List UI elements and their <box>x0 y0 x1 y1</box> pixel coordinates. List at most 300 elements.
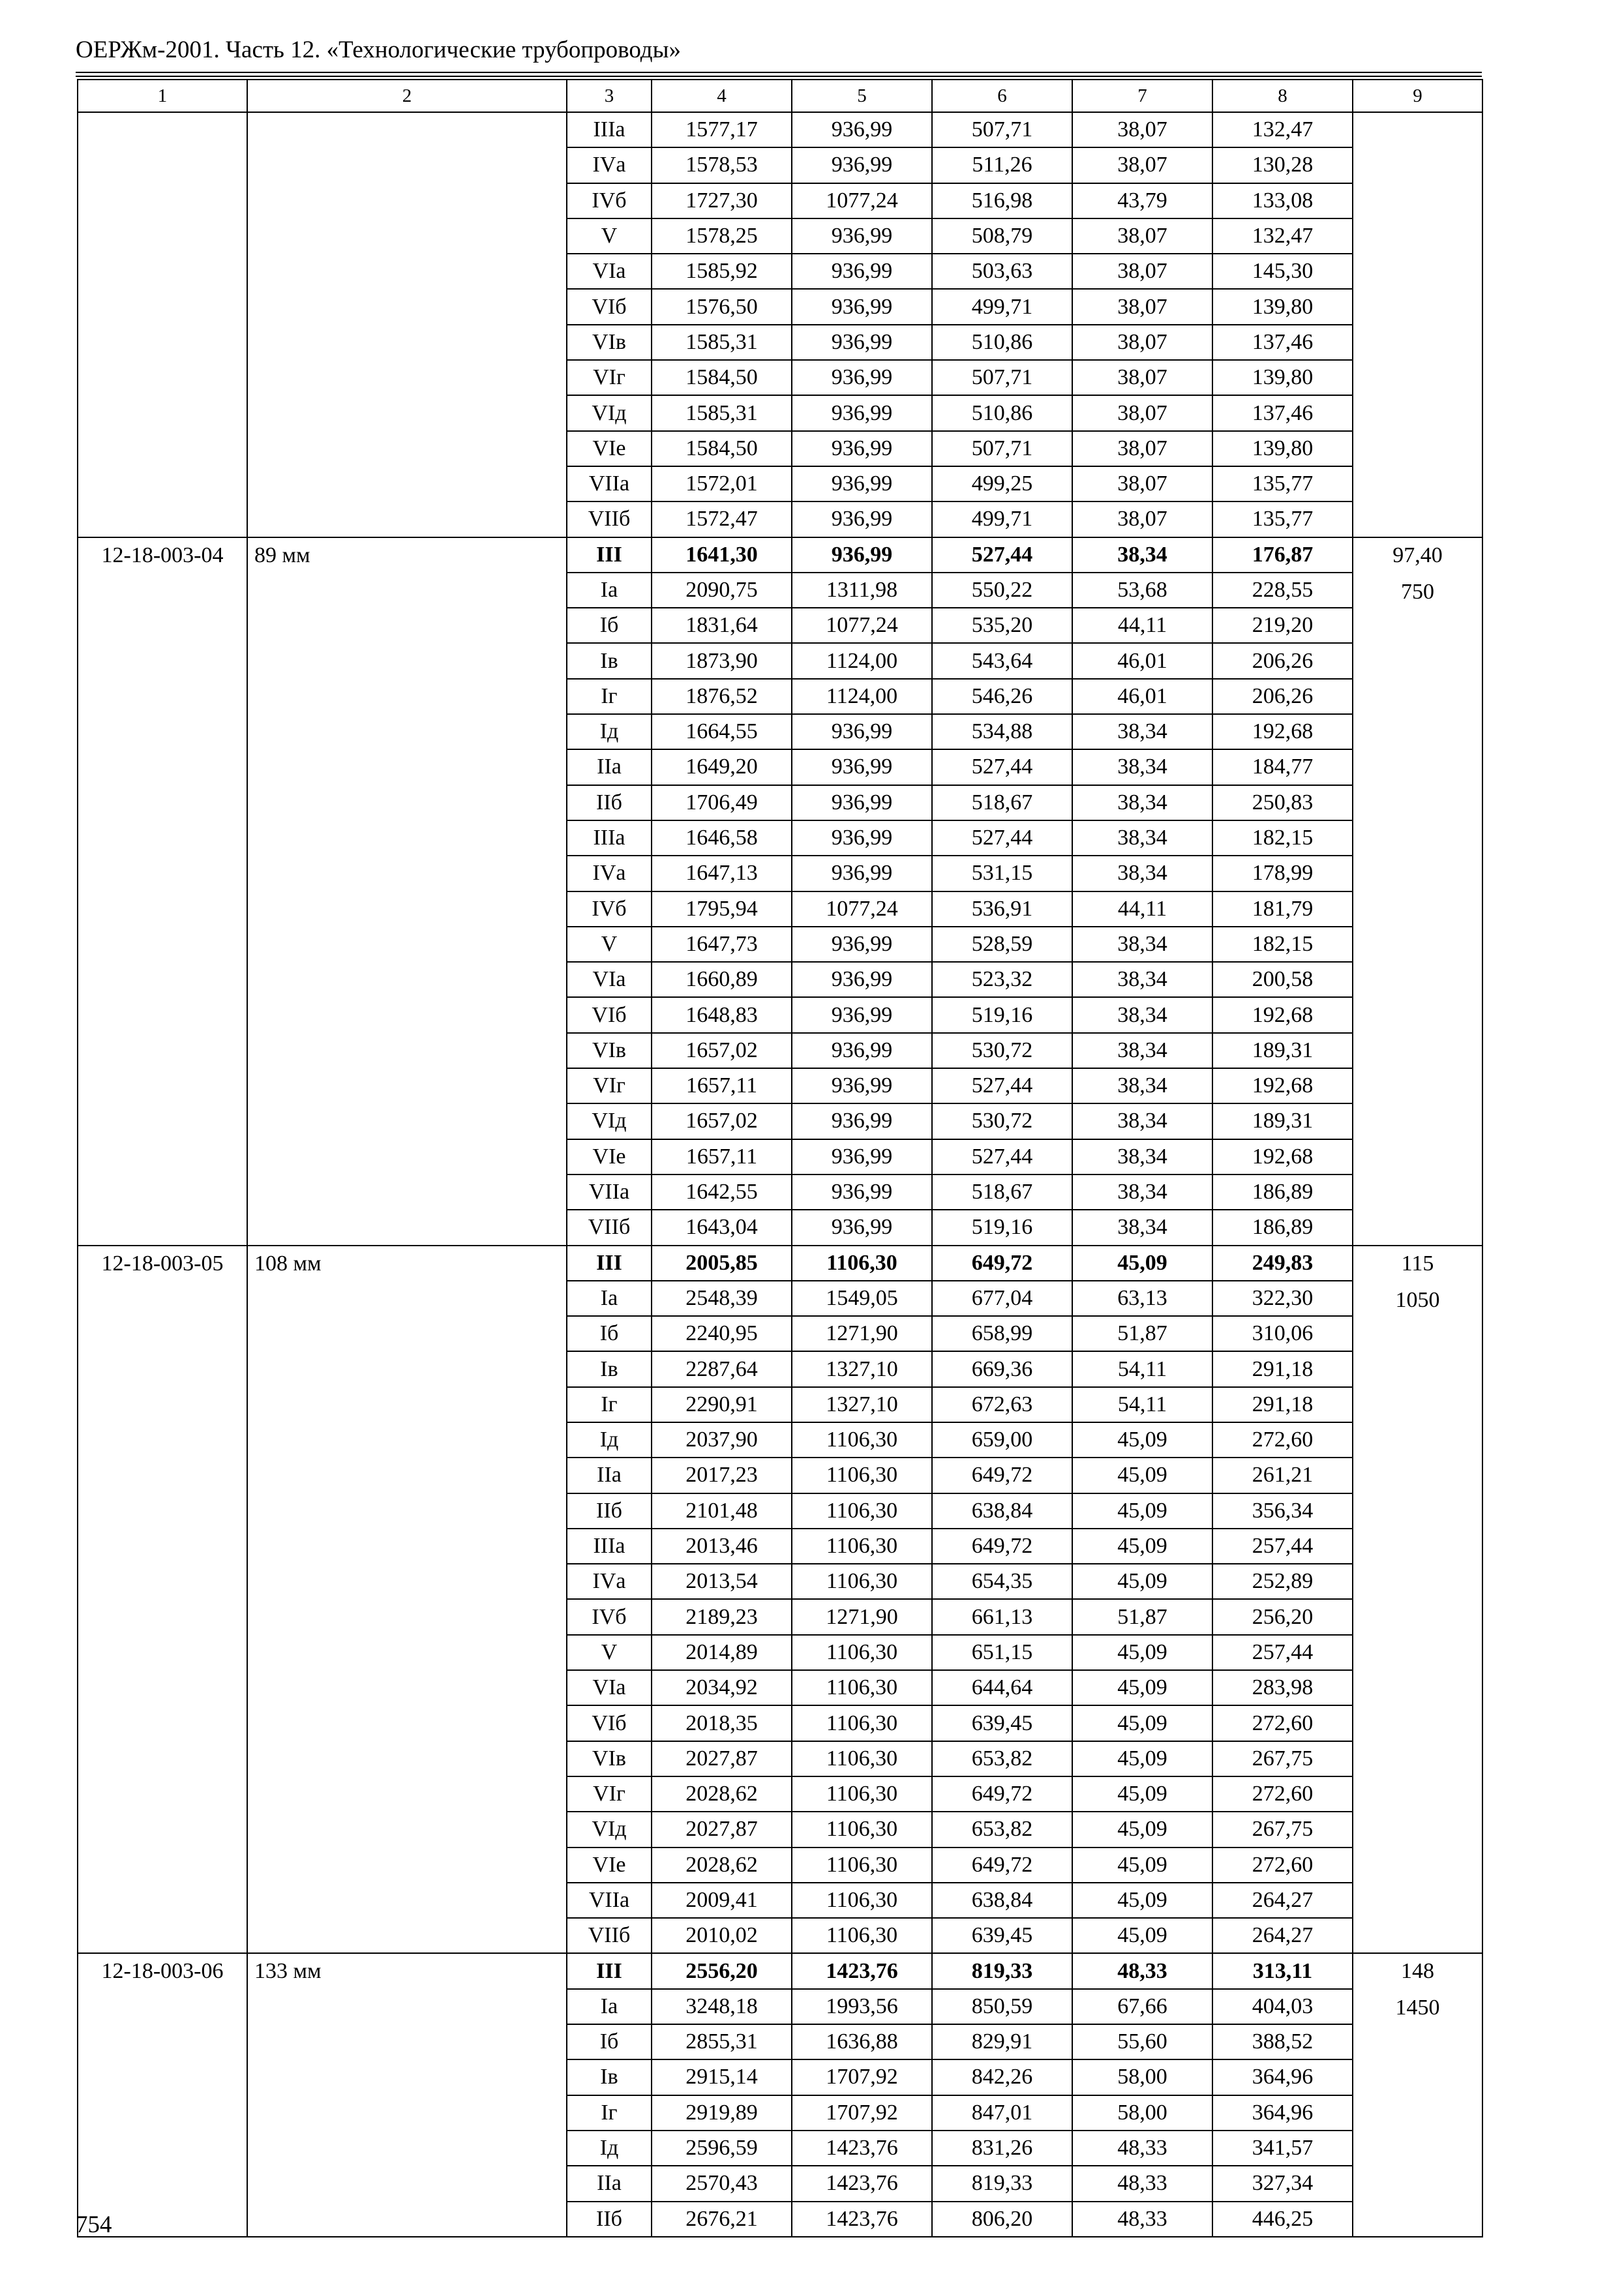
table-cell: Iа <box>567 1989 652 2024</box>
table-cell: 67,66 <box>1072 1989 1212 2024</box>
table-cell: IIIа <box>567 1529 652 1564</box>
table-cell: 1271,90 <box>792 1316 932 1351</box>
table-cell: 503,63 <box>932 254 1072 289</box>
table-cell: VIд <box>567 395 652 430</box>
table-cell: 936,99 <box>792 856 932 891</box>
table-cell: 178,99 <box>1212 856 1353 891</box>
table-cell: 1707,92 <box>792 2095 932 2131</box>
table-cell: VIIб <box>567 1210 652 1245</box>
table-cell: IIб <box>567 785 652 820</box>
running-header: ОЕРЖм-2001. Часть 12. «Технологические трубопроводы» <box>76 37 681 63</box>
table-cell: 661,13 <box>932 1599 1072 1634</box>
table-cell: 1657,11 <box>652 1068 792 1103</box>
table-cell: 2027,87 <box>652 1741 792 1776</box>
table-cell: 145,30 <box>1212 254 1353 289</box>
table-cell: 38,34 <box>1072 1103 1212 1139</box>
table-cell: 135,77 <box>1212 466 1353 501</box>
table-cell: 936,99 <box>792 395 932 430</box>
table-cell: 264,27 <box>1212 1883 1353 1918</box>
table-cell: 1572,47 <box>652 501 792 537</box>
table-cell: IIб <box>567 1493 652 1529</box>
table-cell: 638,84 <box>932 1493 1072 1529</box>
table-cell: 1077,24 <box>792 608 932 643</box>
table-cell: 649,72 <box>932 1458 1072 1493</box>
table-cell: 543,64 <box>932 643 1072 678</box>
table-cell: 132,47 <box>1212 218 1353 254</box>
table-cell: 1572,01 <box>652 466 792 501</box>
table-cell: IIа <box>567 1458 652 1493</box>
table-cell: 1643,04 <box>652 1210 792 1245</box>
table-cell: IVа <box>567 856 652 891</box>
table-cell: 1585,31 <box>652 395 792 430</box>
table-cell: 1423,76 <box>792 2202 932 2237</box>
table-cell: 518,67 <box>932 785 1072 820</box>
table-cell: 2915,14 <box>652 2059 792 2095</box>
table-cell: 327,34 <box>1212 2166 1353 2201</box>
table-cell: 1647,73 <box>652 927 792 962</box>
table-cell: 2556,20 <box>652 1953 792 1988</box>
table-cell: 649,72 <box>932 1246 1072 1281</box>
table-cell: 272,60 <box>1212 1848 1353 1883</box>
table-cell: 1657,11 <box>652 1139 792 1174</box>
table-cell: IIIа <box>567 112 652 147</box>
table-cell: 1077,24 <box>792 891 932 927</box>
table-cell: 1106,30 <box>792 1635 932 1670</box>
table-cell: Iв <box>567 1351 652 1386</box>
table-cell: VIб <box>567 1705 652 1741</box>
table-cell: 936,99 <box>792 325 932 360</box>
table-cell: 527,44 <box>932 1139 1072 1174</box>
table-cell: 54,11 <box>1072 1387 1212 1422</box>
table-cell: 518,67 <box>932 1174 1072 1210</box>
table-cell: 38,07 <box>1072 289 1212 324</box>
table-cell: 38,07 <box>1072 395 1212 430</box>
column-number-cell: 8 <box>1212 80 1353 112</box>
table-cell: Iа <box>567 1281 652 1316</box>
table-cell: 48,33 <box>1072 2131 1212 2166</box>
table-cell: 1706,49 <box>652 785 792 820</box>
table-cell: 272,60 <box>1212 1422 1353 1458</box>
code-cell: 12-18-003-05 <box>78 1246 247 1954</box>
table-cell: 44,11 <box>1072 891 1212 927</box>
table-cell: 507,71 <box>932 431 1072 466</box>
table-cell: 507,71 <box>932 360 1072 395</box>
table-cell: 936,99 <box>792 1139 932 1174</box>
table-cell: 2919,89 <box>652 2095 792 2131</box>
table-cell: 1271,90 <box>792 1599 932 1634</box>
table-cell: 3248,18 <box>652 1989 792 2024</box>
table-cell: 272,60 <box>1212 1776 1353 1812</box>
table-cell: 219,20 <box>1212 608 1353 643</box>
table-cell: 936,99 <box>792 1210 932 1245</box>
table-cell: 536,91 <box>932 891 1072 927</box>
table-cell: 38,07 <box>1072 325 1212 360</box>
table-cell: 45,09 <box>1072 1458 1212 1493</box>
code-cell: 12-18-003-06 <box>78 1953 247 2236</box>
table-cell: 669,36 <box>932 1351 1072 1386</box>
table-cell: 249,83 <box>1212 1246 1353 1281</box>
table-cell: 535,20 <box>932 608 1072 643</box>
table-cell: 1831,64 <box>652 608 792 643</box>
table-cell: 364,96 <box>1212 2059 1353 2095</box>
column-number-cell: 3 <box>567 80 652 112</box>
table-cell: IVб <box>567 183 652 218</box>
table-cell: 356,34 <box>1212 1493 1353 1529</box>
table-cell: IIа <box>567 749 652 785</box>
table-row <box>78 1246 1482 1281</box>
table-cell: VIе <box>567 431 652 466</box>
col9-value-1: 148 <box>1401 1959 1434 1984</box>
table-cell: 530,72 <box>932 1033 1072 1068</box>
col9-cell <box>1353 1953 1482 2236</box>
table-cell: Iв <box>567 643 652 678</box>
table-cell: 264,27 <box>1212 1918 1353 1953</box>
table-cell: 1311,98 <box>792 573 932 608</box>
table-cell: Iб <box>567 1316 652 1351</box>
table-cell: Iв <box>567 2059 652 2095</box>
table-cell: 38,07 <box>1072 360 1212 395</box>
table-cell: 1124,00 <box>792 643 932 678</box>
table-cell: 38,07 <box>1072 218 1212 254</box>
table-cell: 176,87 <box>1212 537 1353 573</box>
table-cell: 1327,10 <box>792 1351 932 1386</box>
table-cell: 38,07 <box>1072 501 1212 537</box>
table-cell: 2013,46 <box>652 1529 792 1564</box>
table-cell: 819,33 <box>932 1953 1072 1988</box>
table-cell: 48,33 <box>1072 2202 1212 2237</box>
table-cell: 507,71 <box>932 112 1072 147</box>
table-cell: 283,98 <box>1212 1670 1353 1705</box>
table-cell: 1876,52 <box>652 679 792 714</box>
column-number-cell: 4 <box>652 80 792 112</box>
table-cell: 1636,88 <box>792 2024 932 2059</box>
table-cell: 672,63 <box>932 1387 1072 1422</box>
table-cell: 2010,02 <box>652 1918 792 1953</box>
table-cell: Iд <box>567 2131 652 2166</box>
table-cell: 291,18 <box>1212 1351 1353 1386</box>
table-cell: 936,99 <box>792 147 932 183</box>
table-cell: V <box>567 927 652 962</box>
table-cell: 322,30 <box>1212 1281 1353 1316</box>
table-cell: 936,99 <box>792 466 932 501</box>
table-cell: 38,07 <box>1072 147 1212 183</box>
table-cell: 192,68 <box>1212 1139 1353 1174</box>
table-cell: 2037,90 <box>652 1422 792 1458</box>
table-cell: 659,00 <box>932 1422 1072 1458</box>
table-cell: 1584,50 <box>652 431 792 466</box>
table-cell: 1578,25 <box>652 218 792 254</box>
table-cell: 139,80 <box>1212 360 1353 395</box>
table-cell: 51,87 <box>1072 1599 1212 1634</box>
table-cell: 189,31 <box>1212 1103 1353 1139</box>
table-cell: 1727,30 <box>652 183 792 218</box>
table-cell: VIе <box>567 1848 652 1883</box>
table-cell: 257,44 <box>1212 1635 1353 1670</box>
code-cell <box>78 112 247 537</box>
table-cell: 2676,21 <box>652 2202 792 2237</box>
table-cell: 1578,53 <box>652 147 792 183</box>
table-cell: 38,34 <box>1072 785 1212 820</box>
table-cell: 936,99 <box>792 360 932 395</box>
table-cell: 45,09 <box>1072 1529 1212 1564</box>
table-cell: 45,09 <box>1072 1635 1212 1670</box>
table-cell: 45,09 <box>1072 1493 1212 1529</box>
table-cell: 2034,92 <box>652 1670 792 1705</box>
table-cell: VIд <box>567 1812 652 1847</box>
table-cell: 1660,89 <box>652 962 792 997</box>
table-cell: Iд <box>567 714 652 749</box>
table-cell: Iб <box>567 608 652 643</box>
table-cell: 510,86 <box>932 395 1072 430</box>
table-cell: 1648,83 <box>652 997 792 1032</box>
table-cell: 388,52 <box>1212 2024 1353 2059</box>
table-row <box>78 537 1482 573</box>
name-cell: 133 мм <box>247 1953 567 2236</box>
header-rule-top <box>76 72 1482 73</box>
table-cell: 639,45 <box>932 1705 1072 1741</box>
table-cell: 1993,56 <box>792 1989 932 2024</box>
table-cell: 649,72 <box>932 1848 1072 1883</box>
table-cell: 1106,30 <box>792 1918 932 1953</box>
table-cell: 2101,48 <box>652 1493 792 1529</box>
table-cell: 38,34 <box>1072 1174 1212 1210</box>
table-cell: 649,72 <box>932 1529 1072 1564</box>
table-cell: 936,99 <box>792 254 932 289</box>
col9-value-1: 115 <box>1401 1251 1434 1276</box>
table-cell: 291,18 <box>1212 1387 1353 1422</box>
table-cell: 531,15 <box>932 856 1072 891</box>
table-cell: 2013,54 <box>652 1564 792 1599</box>
table-cell: 364,96 <box>1212 2095 1353 2131</box>
table-cell: 936,99 <box>792 218 932 254</box>
table-cell: 658,99 <box>932 1316 1072 1351</box>
table-cell: IIа <box>567 2166 652 2201</box>
table-cell: 45,09 <box>1072 1705 1212 1741</box>
table-cell: 516,98 <box>932 183 1072 218</box>
table-cell: 1642,55 <box>652 1174 792 1210</box>
table-cell: 1106,30 <box>792 1493 932 1529</box>
table-cell: 510,86 <box>932 325 1072 360</box>
table-cell: 257,44 <box>1212 1529 1353 1564</box>
table-cell: 2290,91 <box>652 1387 792 1422</box>
table-cell: 2548,39 <box>652 1281 792 1316</box>
header-rule-bottom <box>76 76 1482 77</box>
table-cell: 1795,94 <box>652 891 792 927</box>
table-cell: VIг <box>567 1776 652 1812</box>
table-cell: 519,16 <box>932 1210 1072 1245</box>
table-cell: 550,22 <box>932 573 1072 608</box>
table-cell: 45,09 <box>1072 1848 1212 1883</box>
table-cell: 267,75 <box>1212 1741 1353 1776</box>
table-cell: 2596,59 <box>652 2131 792 2166</box>
table-cell: 936,99 <box>792 289 932 324</box>
table-cell: 936,99 <box>792 927 932 962</box>
table-cell: 38,34 <box>1072 749 1212 785</box>
table-cell: 644,64 <box>932 1670 1072 1705</box>
table-cell: 1649,20 <box>652 749 792 785</box>
table-cell: 310,06 <box>1212 1316 1353 1351</box>
table-cell: 58,00 <box>1072 2059 1212 2095</box>
table-cell: 936,99 <box>792 997 932 1032</box>
table-cell: 192,68 <box>1212 714 1353 749</box>
table-cell: IIIа <box>567 820 652 856</box>
table-cell: 133,08 <box>1212 183 1353 218</box>
table-cell: 806,20 <box>932 2202 1072 2237</box>
table-cell: 527,44 <box>932 820 1072 856</box>
table-cell: 38,34 <box>1072 1139 1212 1174</box>
table-cell: 45,09 <box>1072 1564 1212 1599</box>
table-cell: Iг <box>567 679 652 714</box>
column-number-cell: 9 <box>1353 80 1482 112</box>
table-cell: 38,07 <box>1072 112 1212 147</box>
table-cell: 511,26 <box>932 147 1072 183</box>
table-cell: 2014,89 <box>652 1635 792 1670</box>
table-cell: 2005,85 <box>652 1246 792 1281</box>
col9-value-2: 1050 <box>1395 1287 1440 1312</box>
table-cell: 936,99 <box>792 501 932 537</box>
table-cell: 38,07 <box>1072 431 1212 466</box>
table-cell: 653,82 <box>932 1741 1072 1776</box>
table-cell: 936,99 <box>792 1174 932 1210</box>
table-cell: 38,34 <box>1072 820 1212 856</box>
table-cell: 1657,02 <box>652 1033 792 1068</box>
table-cell: 1106,30 <box>792 1705 932 1741</box>
column-number-cell: 7 <box>1072 80 1212 112</box>
table-cell: 847,01 <box>932 2095 1072 2131</box>
table-cell: 256,20 <box>1212 1599 1353 1634</box>
name-cell: 89 мм <box>247 537 567 1246</box>
table-cell: 38,34 <box>1072 997 1212 1032</box>
table-cell: 38,34 <box>1072 1068 1212 1103</box>
table-cell: 200,58 <box>1212 962 1353 997</box>
table-cell: 1664,55 <box>652 714 792 749</box>
table-cell: 58,00 <box>1072 2095 1212 2131</box>
table-cell: 936,99 <box>792 1103 932 1139</box>
table-cell: VIIа <box>567 1174 652 1210</box>
name-cell <box>247 112 567 537</box>
table-cell: 252,89 <box>1212 1564 1353 1599</box>
col9-cell <box>1353 112 1482 537</box>
table-cell: 1707,92 <box>792 2059 932 2095</box>
table-cell: 527,44 <box>932 537 1072 573</box>
column-number-row <box>78 80 1482 112</box>
table-cell: 2009,41 <box>652 1883 792 1918</box>
table-cell: 43,79 <box>1072 183 1212 218</box>
table-cell: 2287,64 <box>652 1351 792 1386</box>
table-cell: 446,25 <box>1212 2202 1353 2237</box>
table-cell: 1577,17 <box>652 112 792 147</box>
table-row <box>78 1953 1482 1988</box>
table-cell: 654,35 <box>932 1564 1072 1599</box>
table-cell: 139,80 <box>1212 431 1353 466</box>
table-cell: 38,34 <box>1072 927 1212 962</box>
table-cell: 48,33 <box>1072 2166 1212 2201</box>
table-cell: 527,44 <box>932 749 1072 785</box>
table-cell: 523,32 <box>932 962 1072 997</box>
table-cell: 936,99 <box>792 820 932 856</box>
table-cell: 499,71 <box>932 289 1072 324</box>
table-cell: 677,04 <box>932 1281 1072 1316</box>
table-cell: 936,99 <box>792 431 932 466</box>
table-cell: 1423,76 <box>792 2166 932 2201</box>
table-cell: VIIб <box>567 501 652 537</box>
col9-cell <box>1353 537 1482 1246</box>
table-cell: 1106,30 <box>792 1776 932 1812</box>
table-cell: 1106,30 <box>792 1422 932 1458</box>
table-cell: 527,44 <box>932 1068 1072 1103</box>
table-cell: 51,87 <box>1072 1316 1212 1351</box>
table-cell: 638,84 <box>932 1883 1072 1918</box>
table-cell: III <box>567 537 652 573</box>
col9-value-1: 97,40 <box>1392 543 1443 567</box>
table-cell: 499,25 <box>932 466 1072 501</box>
table-cell: 829,91 <box>932 2024 1072 2059</box>
table-cell: 1646,58 <box>652 820 792 856</box>
column-number-cell: 1 <box>78 80 247 112</box>
table-cell: VIIа <box>567 466 652 501</box>
table-cell: 48,33 <box>1072 1953 1212 1988</box>
table-cell: 45,09 <box>1072 1246 1212 1281</box>
table-cell: Iг <box>567 2095 652 2131</box>
table-cell: 44,11 <box>1072 608 1212 643</box>
table-cell: 649,72 <box>932 1776 1072 1812</box>
table-cell: 1576,50 <box>652 289 792 324</box>
table-cell: 936,99 <box>792 112 932 147</box>
table-cell: 38,34 <box>1072 1210 1212 1245</box>
table-cell: 189,31 <box>1212 1033 1353 1068</box>
name-cell: 108 мм <box>247 1246 567 1954</box>
table-cell: 2018,35 <box>652 1705 792 1741</box>
col9-value-2: 750 <box>1401 579 1434 604</box>
table-cell: 206,26 <box>1212 643 1353 678</box>
table-cell: 1549,05 <box>792 1281 932 1316</box>
table-cell: 2027,87 <box>652 1812 792 1847</box>
table-cell: 261,21 <box>1212 1458 1353 1493</box>
table-cell: 46,01 <box>1072 679 1212 714</box>
table-cell: 130,28 <box>1212 147 1353 183</box>
table-cell: V <box>567 1635 652 1670</box>
table-cell: 63,13 <box>1072 1281 1212 1316</box>
table-cell: 55,60 <box>1072 2024 1212 2059</box>
table-cell: VIг <box>567 360 652 395</box>
table-cell: 1327,10 <box>792 1387 932 1422</box>
table-cell: 181,79 <box>1212 891 1353 927</box>
table-cell: IIб <box>567 2202 652 2237</box>
table-cell: VIв <box>567 1033 652 1068</box>
table-cell: Iд <box>567 1422 652 1458</box>
table-cell: 1585,92 <box>652 254 792 289</box>
table-cell: 1077,24 <box>792 183 932 218</box>
table-cell: 1585,31 <box>652 325 792 360</box>
table-cell: 936,99 <box>792 714 932 749</box>
table-cell: 831,26 <box>932 2131 1072 2166</box>
table-cell: 45,09 <box>1072 1422 1212 1458</box>
table-cell: 850,59 <box>932 1989 1072 2024</box>
table-cell: VIб <box>567 289 652 324</box>
table-cell: 2028,62 <box>652 1848 792 1883</box>
table-cell: 2090,75 <box>652 573 792 608</box>
table-cell: 1106,30 <box>792 1741 932 1776</box>
table-row <box>78 112 1482 147</box>
table-cell: 546,26 <box>932 679 1072 714</box>
table-cell: 45,09 <box>1072 1776 1212 1812</box>
table-cell: 1106,30 <box>792 1670 932 1705</box>
table-cell: 38,34 <box>1072 856 1212 891</box>
table-cell: 186,89 <box>1212 1210 1353 1245</box>
column-number-cell: 2 <box>247 80 567 112</box>
table-cell: IVа <box>567 1564 652 1599</box>
table-cell: 45,09 <box>1072 1741 1212 1776</box>
